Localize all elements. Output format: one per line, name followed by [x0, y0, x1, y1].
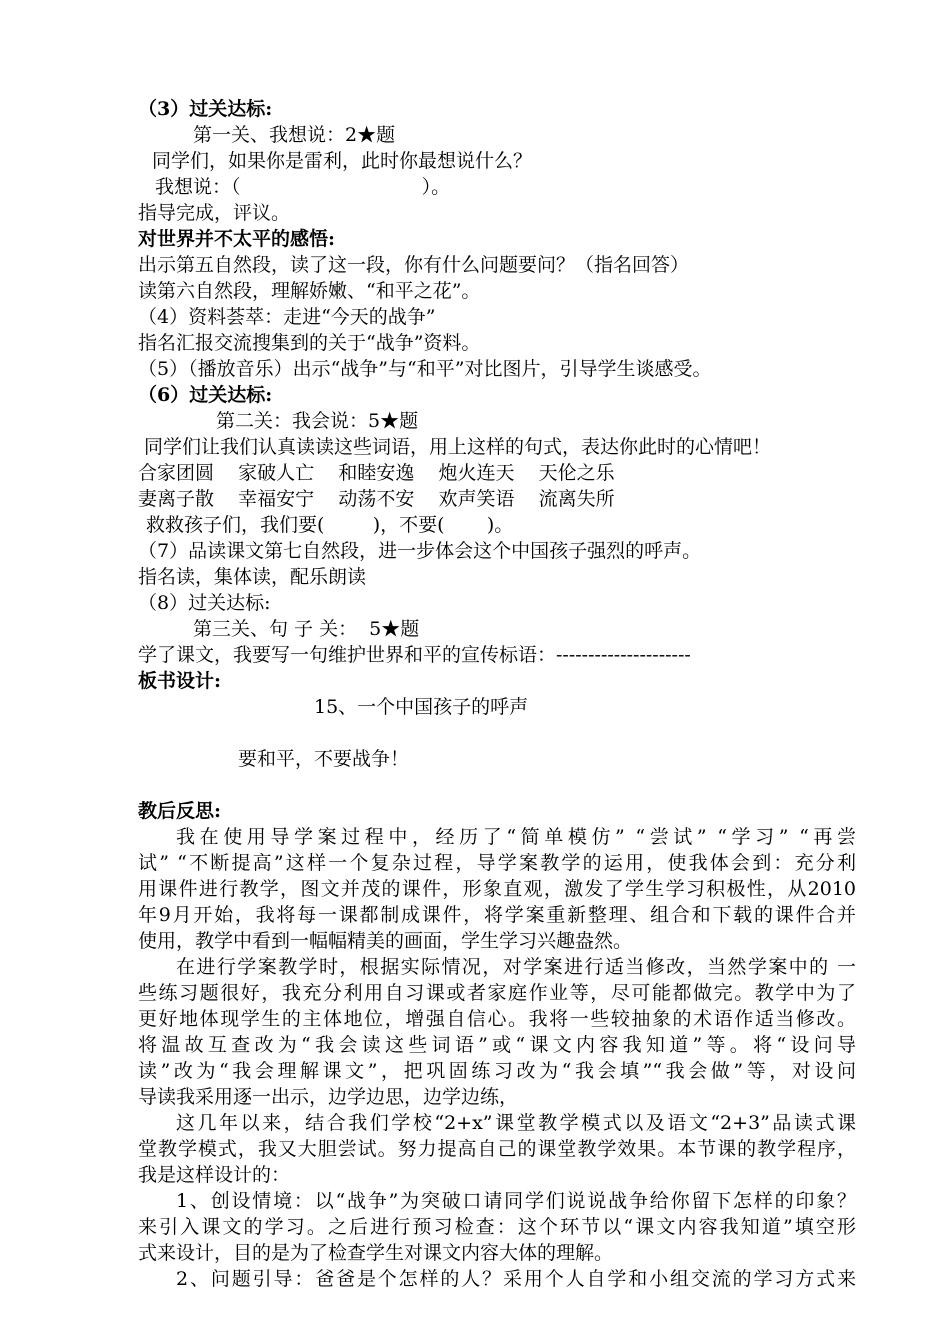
paragraph-line: 式来设计，目的是为了检查学生对课文内容大体的理解。 [138, 1242, 614, 1264]
text-line: 指名汇报交流搜集到的关于“战争”资料。 [138, 332, 481, 354]
section-heading-peace: 对世界并不太平的感悟: [138, 228, 336, 250]
text-line: （4）资料荟萃：走进“今天的战争” [138, 306, 436, 328]
paragraph-line: 读”改为“我会理解课文”，把巩固练习改为“我会填”“我会做”等，对设问 [138, 1060, 856, 1082]
text-line: （7）品读课文第七自然段，进一步体会这个中国孩子强烈的呼声。 [138, 540, 702, 562]
section-heading-reflection: 教后反思: [138, 800, 222, 822]
paragraph-line: 这几年以来，结合我们学校“2+x”课堂教学模式以及语文“2+3”品读式课 [176, 1112, 856, 1134]
word-list-line: 妻离子散 幸福安宁 动荡不安 欢声笑语 流离失所 [138, 488, 615, 510]
question-line: 同学们，如果你是雷利，此时你最想说什么？ [152, 150, 533, 172]
board-slogan: 要和平，不要战争！ [238, 748, 410, 770]
paragraph-line: 将温故互查改为“我会读这些词语”或“课文内容我知道”等。将“设问导 [138, 1034, 856, 1056]
paragraph-line: 2、问题引导：爸爸是个怎样的人？采用个人自学和小组交流的学习方式来 [176, 1268, 856, 1290]
text-line: 同学们让我们认真读读这些词语，用上这样的句式，表达你此时的心情吧！ [144, 436, 772, 458]
text-line: 指名读，集体读，配乐朗读 [138, 566, 367, 588]
paragraph-line: 1、创设情境：以“战争”为突破口请同学们说说战争给你留下怎样的印象？ [176, 1190, 856, 1212]
paragraph-line: 我是这样设计的： [138, 1164, 291, 1186]
level-one-title: 第一关、我想说：2★题 [193, 124, 396, 146]
text-line: （5）（播放音乐）出示“战争”与“和平”对比图片，引导学生谈感受。 [138, 358, 712, 380]
paragraph-line: 我在使用导学案过程中，经历了“简单模仿” “尝试” “学习” “再尝 [176, 826, 856, 848]
paragraph-line: 导读我采用逐一出示，边学边思，边学边练， [138, 1086, 519, 1108]
text-line: 读第六自然段，理解娇嫩、“和平之花”。 [138, 280, 481, 302]
paragraph-line: 用课件进行教学，图文并茂的课件，形象直观，激发了学生学习积极性，从2010 [138, 878, 856, 900]
fill-blank-line: 救救孩子们，我们要( )，不要( )。 [146, 514, 514, 536]
word-list-line: 合家团圆 家破人亡 和睦安逸 炮火连天 天伦之乐 [138, 462, 615, 484]
section-heading-8: （8）过关达标: [138, 592, 271, 614]
level-two-title: 第二关：我会说：5★题 [216, 410, 419, 432]
paragraph-line: 些练习题很好，我充分利用自习课或者家庭作业等，尽可能都做完。教学中为了 [138, 982, 856, 1004]
answer-blank-line: 我想说：（ ）。 [155, 176, 451, 198]
paragraph-line: 来引入课文的学习。之后进行预习检查：这个环节以“课文内容我知道”填空形 [138, 1216, 856, 1238]
slogan-line: 学了课文，我要写一句维护世界和平的宣传标语：--------------------- [138, 644, 691, 666]
section-heading-3: （3）过关达标: [138, 98, 273, 120]
paragraph-line: 在进行学案教学时，根据实际情况，对学案进行适当修改，当然学案中的 一 [176, 956, 856, 978]
board-title: 15、一个中国孩子的呼声 [314, 696, 529, 718]
paragraph-line: 使用，教学中看到一幅幅精美的画面，学生学习兴趣盎然。 [138, 930, 633, 952]
section-heading-board: 板书设计: [138, 670, 222, 692]
paragraph-line: 更好地体现学生的主体地位，增强自信心。我将一些较抽象的术语作适当修改。 [138, 1008, 856, 1030]
level-three-title: 第三关、句 子 关： 5★题 [193, 618, 420, 640]
text-line: 出示第五自然段，读了这一段，你有什么问题要问？（指名回答） [138, 254, 690, 276]
section-heading-6: （6）过关达标: [138, 384, 273, 406]
paragraph-line: 试” “不断提高”这样一个复杂过程，导学案教学的运用，使我体会到：充分利 [138, 852, 856, 874]
paragraph-line: 堂教学模式，我又大胆尝试。努力提高自己的课堂教学效果。本节课的教学程序， [138, 1138, 856, 1160]
text-line: 指导完成，评议。 [138, 202, 291, 224]
paragraph-line: 年9月开始，我将每一课都制成课件，将学案重新整理、组合和下载的课件合并 [138, 904, 856, 926]
